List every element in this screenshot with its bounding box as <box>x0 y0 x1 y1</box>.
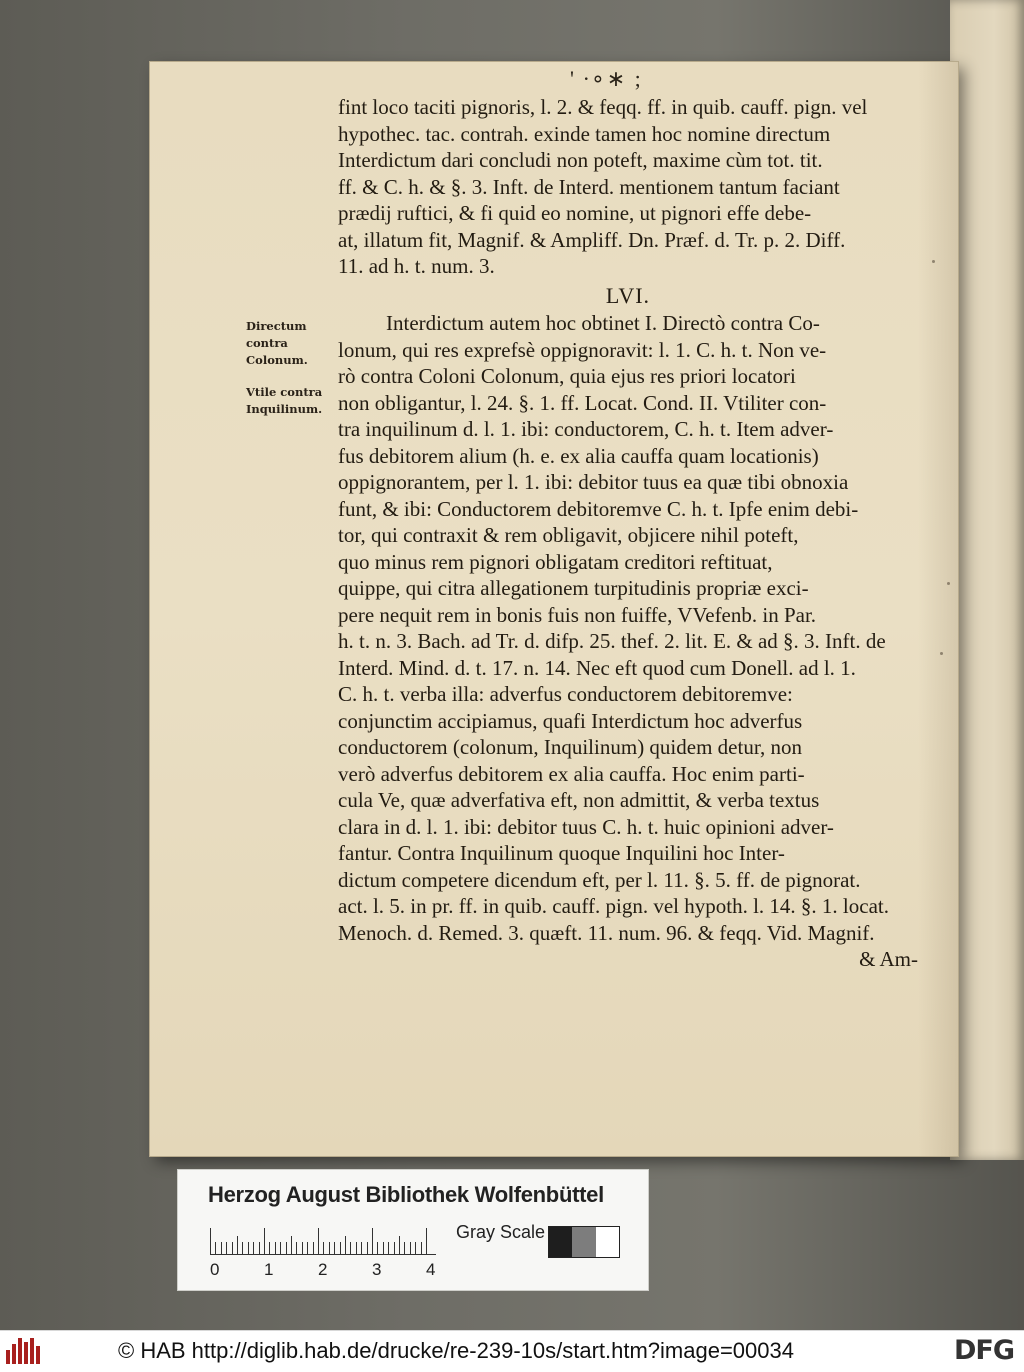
adjacent-page-shadow <box>954 90 1020 1090</box>
text-line: ff. & C. h. & §. 3. Inft. de Interd. mentionem tantum faciant <box>338 174 840 199</box>
section-number: LVI. <box>605 282 651 308</box>
ruler-tick <box>383 1242 384 1254</box>
ruler-tick <box>291 1236 292 1254</box>
dfg-logo: DFG <box>953 1335 1014 1366</box>
margin-note-utile: Vtile contra Inquilinum. <box>246 385 323 416</box>
ruler-tick <box>426 1228 427 1254</box>
gray-scale-swatches <box>548 1226 620 1258</box>
text-line: tor, qui contraxit & rem obligavit, objicere nihil poteft, <box>338 523 799 547</box>
text-line: hypothec. tac. contrah. exinde tamen hoc nomine directum <box>338 121 831 146</box>
text-line: quippe, qui citra allegationem turpitudinis propriæ exci- <box>338 576 809 600</box>
text-line: Interdictum dari concludi non poteft, maxime cùm tot. tit. <box>338 148 823 172</box>
paper-speck <box>932 260 935 263</box>
ruler-tick <box>264 1228 265 1254</box>
text-line: h. t. n. 3. Bach. ad Tr. d. difp. 25. thef. 2. lit. E. & ad §. 3. Inft. de <box>338 629 886 653</box>
margin-notes <box>246 318 336 433</box>
ruler-tick <box>237 1236 238 1254</box>
ruler-tick <box>259 1242 260 1254</box>
text-line: dictum competere dicendum eft, per l. 11. §. 5. ff. de pignorat. <box>338 867 861 892</box>
text-line: funt, & ibi: Conductorem debitoremve C. h. t. Ipfe enim debi- <box>338 496 859 521</box>
text-line: clara in d. l. 1. ibi: debitor tuus C. h. t. huic opinioni adver- <box>338 814 834 839</box>
text-line: non obligantur, l. 24. §. 1. ff. Locat. Cond. II. Vtiliter con- <box>338 390 827 415</box>
paper-speck <box>940 652 943 655</box>
ruler-tick <box>286 1242 287 1254</box>
ruler-tick <box>323 1242 324 1254</box>
ruler-tick <box>253 1242 254 1254</box>
ruler-tick <box>210 1228 211 1254</box>
text-line: Interd. Mind. d. t. 17. n. 14. Nec eft quod cum Donell. ad l. 1. <box>338 655 856 680</box>
text-line: 11. ad h. t. num. 3. <box>338 254 495 278</box>
ruler-tick <box>410 1242 411 1254</box>
ruler-tick <box>232 1242 233 1254</box>
catchword: & Am- <box>859 947 918 971</box>
text-line: verò adverfus debitorem ex alia cauffa. Hoc enim parti- <box>338 761 805 786</box>
text-line: rò contra Coloni Colonum, quia ejus res priori locatori <box>338 364 796 388</box>
ruler-tick <box>388 1242 389 1254</box>
ruler-tick <box>242 1242 243 1254</box>
book-page <box>150 62 958 1156</box>
color-scale-card <box>178 1170 648 1290</box>
ruler-tick <box>318 1228 319 1254</box>
swatch-gray <box>572 1227 595 1257</box>
ruler-number: 0 <box>210 1260 220 1279</box>
text-line: quo minus rem pignori obligatam creditori reftituat, <box>338 549 773 574</box>
text-line: C. h. t. verba illa: adverfus conductorem debitoremve: <box>338 682 793 706</box>
text-line: pere nequit rem in bonis fuis non fuiffe, VVefenb. in Par. <box>338 602 817 627</box>
text-line: fint loco taciti pignoris, l. 2. & feqq. ff. in quib. cauff. pign. vel <box>338 95 868 119</box>
text-line: tra inquilinum d. l. 1. ibi: conductorem, C. h. t. Item adver- <box>338 417 834 441</box>
text-line: Interdictum autem hoc obtinet I. Directò contra Co- <box>386 311 820 335</box>
ruler-tick <box>372 1228 373 1254</box>
ruler-tick <box>269 1242 270 1254</box>
adjacent-page-edge <box>950 0 1024 1160</box>
swatch-black <box>549 1227 572 1257</box>
ruler-tick <box>367 1242 368 1254</box>
ruler-tick <box>340 1242 341 1254</box>
paper-speck <box>947 582 950 585</box>
ruler-scale <box>210 1224 440 1260</box>
text-line: act. l. 5. in pr. ff. in quib. cauff. pign. vel hypoth. l. 14. §. 1. locat. <box>338 894 889 918</box>
library-name: Herzog August Bibliothek Wolfenbüttel <box>208 1182 604 1207</box>
text-line: conjunctim accipiamus, quafi Interdictum hoc adverfus <box>338 708 803 733</box>
ruler-number: 2 <box>318 1260 328 1279</box>
ruler-tick <box>280 1242 281 1254</box>
ruler-tick <box>215 1242 216 1254</box>
swatch-white <box>596 1227 619 1257</box>
text-line: lonum, qui res exprefsè oppignoravit: l. 1. C. h. t. Non ve- <box>338 337 827 362</box>
text-line: prædij ruftici, & fi quid eo nomine, ut pignori effe debe- <box>338 201 812 225</box>
ruler-tick <box>356 1242 357 1254</box>
ruler-tick <box>275 1242 276 1254</box>
ruler-tick <box>394 1242 395 1254</box>
ruler-tick <box>345 1236 346 1254</box>
text-line: oppignorantem, per l. 1. ibi: debitor tuus ea quæ tibi obnoxia <box>338 470 849 494</box>
copyright-url[interactable]: © HAB http://diglib.hab.de/drucke/re-239-10s/start.htm?image=00034 <box>118 1338 794 1363</box>
page-header-mark: ' ∙∘∗ ; <box>570 66 643 91</box>
margin-note-directum: Directum contra Colonum. <box>246 319 308 367</box>
text-line: at, illatum fit, Magnif. & Ampliff. Dn. Præf. d. Tr. p. 2. Diff. <box>338 227 846 252</box>
ruler-tick <box>302 1242 303 1254</box>
footer-bar <box>0 1330 1024 1372</box>
ruler-tick <box>313 1242 314 1254</box>
ruler-number: 3 <box>372 1260 382 1279</box>
ruler-tick <box>334 1242 335 1254</box>
ruler-tick <box>361 1242 362 1254</box>
main-text <box>338 94 918 973</box>
ruler-tick <box>296 1242 297 1254</box>
text-line: fantur. Contra Inquilinum quoque Inquilini hoc Inter- <box>338 841 785 865</box>
ruler-tick <box>421 1242 422 1254</box>
ruler-tick <box>399 1236 400 1254</box>
ruler-tick <box>377 1242 378 1254</box>
text-line: Menoch. d. Remed. 3. quæft. 11. num. 96. & feqq. Vid. Magnif. <box>338 920 875 945</box>
ruler-tick <box>329 1242 330 1254</box>
ruler-tick <box>350 1242 351 1254</box>
text-line: cula Ve, quæ adverfativa eft, non admittit, & verba textus <box>338 788 820 812</box>
text-line: fus debitorem alium (h. e. ex alia cauffa quam locationis) <box>338 443 819 468</box>
text-line: conductorem (colonum, Inquilinum) quidem detur, non <box>338 735 802 759</box>
ruler-tick <box>307 1242 308 1254</box>
ruler-tick <box>248 1242 249 1254</box>
ruler-number: 4 <box>426 1260 436 1279</box>
ruler-tick <box>404 1242 405 1254</box>
ruler-tick <box>221 1242 222 1254</box>
ruler-tick <box>226 1242 227 1254</box>
hab-logo-icon <box>6 1338 44 1364</box>
ruler-tick <box>415 1242 416 1254</box>
gray-scale-label: Gray Scale <box>456 1222 546 1242</box>
ruler-number: 1 <box>264 1260 274 1279</box>
